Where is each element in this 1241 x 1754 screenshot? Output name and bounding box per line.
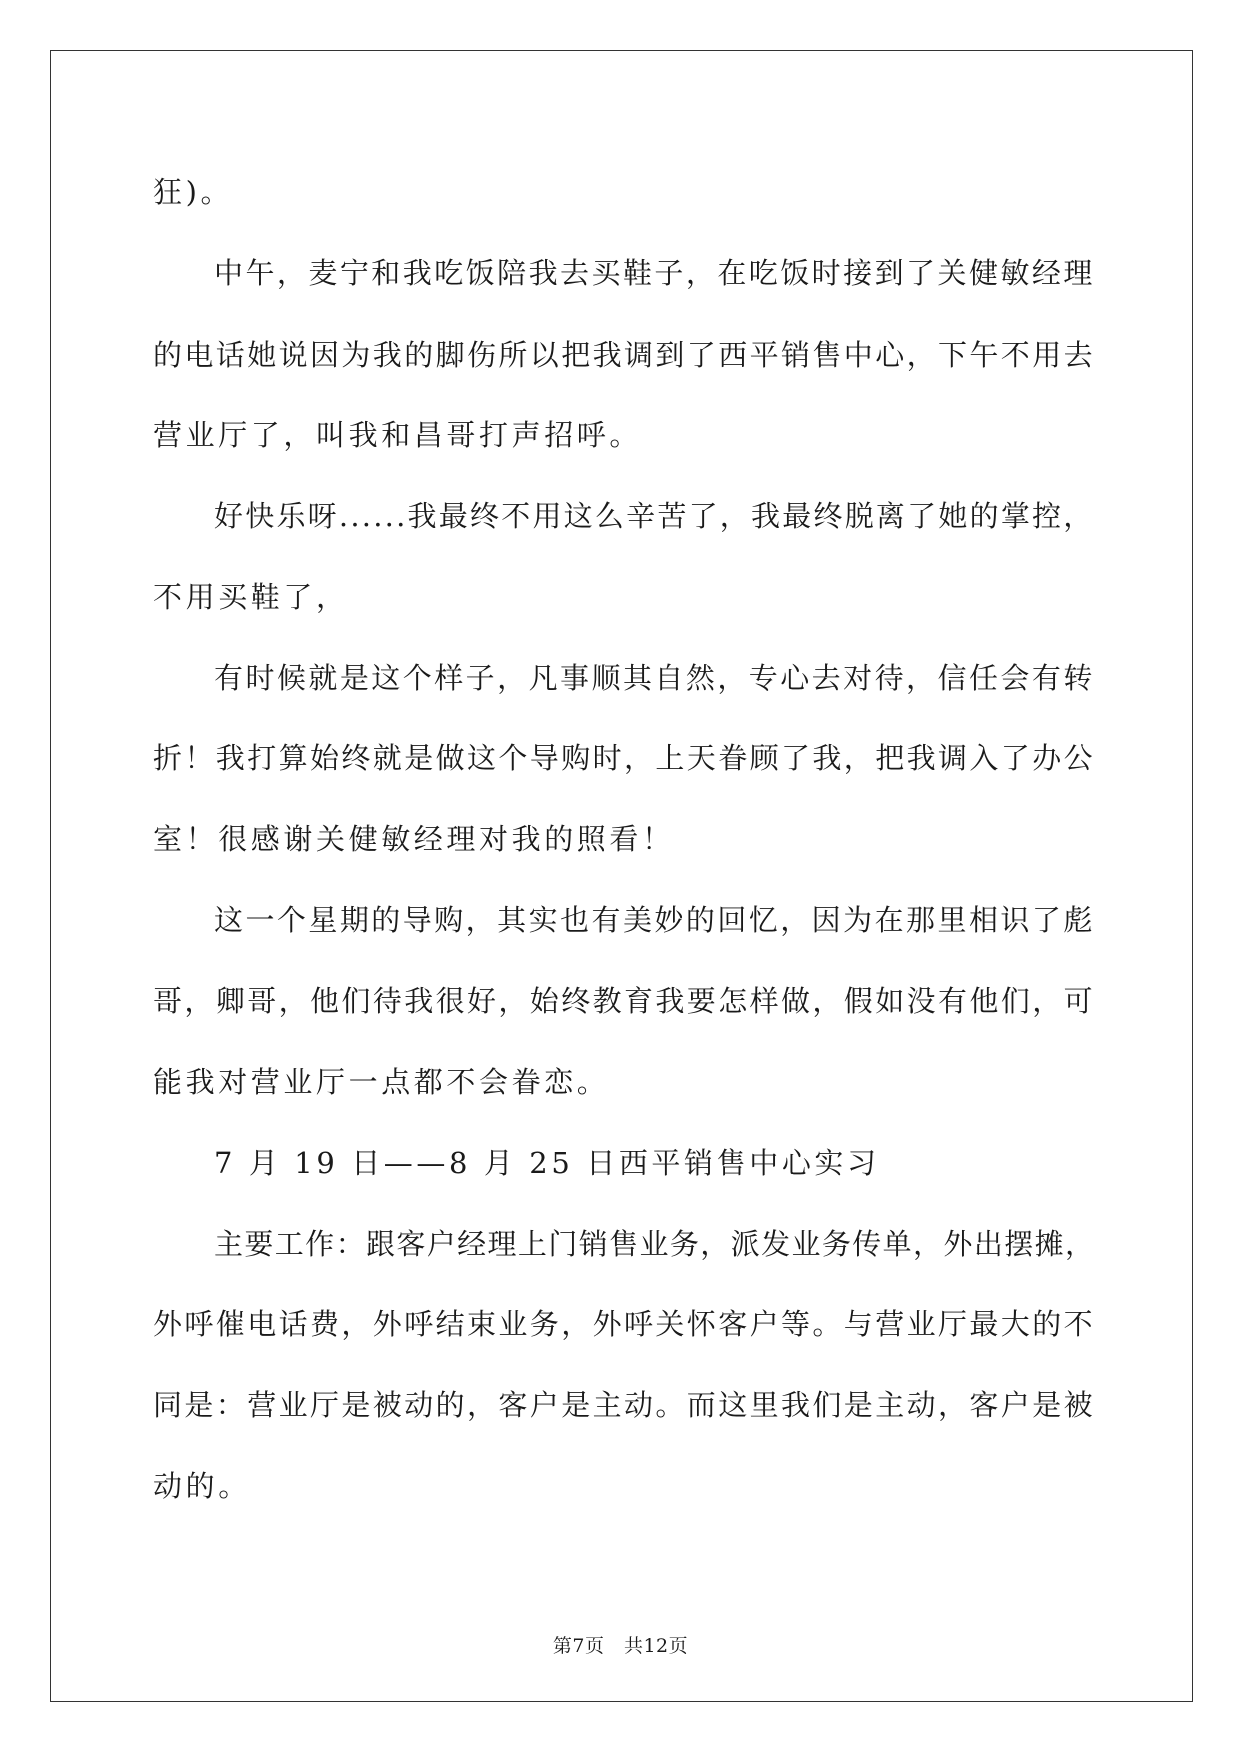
paragraph-start-line: 主要工作：跟客户经理上门销售业务，派发业务传单，外出摆摊，: [214, 1227, 1096, 1261]
section-date-heading: 7 月 19 日——8 月 25 日西平销售中心实习: [214, 1146, 880, 1180]
text-line: 狂)。: [153, 175, 234, 209]
text-line: 能我对营业厅一点都不会眷恋。: [153, 1065, 610, 1099]
text-line: 动的。: [153, 1469, 251, 1503]
page-number-footer: 第7页 共12页: [552, 1635, 689, 1657]
text-line: 室！很感谢关健敏经理对我的照看！: [153, 822, 675, 856]
paragraph-start-line: 好快乐呀......我最终不用这么辛苦了，我最终脱离了她的掌控，: [214, 499, 1095, 533]
text-line: 的电话她说因为我的脚伤所以把我调到了西平销售中心，下午不用去: [153, 338, 1096, 372]
page-border: [50, 50, 1193, 1702]
paragraph-start-line: 这一个星期的导购，其实也有美妙的回忆，因为在那里相识了彪: [214, 903, 1095, 937]
text-line: 外呼催电话费，外呼结束业务，外呼关怀客户等。与营业厅最大的不: [153, 1307, 1096, 1341]
paragraph-start-line: 有时候就是这个样子，凡事顺其自然，专心去对待，信任会有转: [214, 661, 1095, 695]
paragraph-start-line: 中午，麦宁和我吃饭陪我去买鞋子，在吃饭时接到了关健敏经理: [214, 256, 1095, 290]
text-line: 营业厅了，叫我和昌哥打声招呼。: [153, 418, 643, 452]
text-line: 折！我打算始终就是做这个导购时，上天眷顾了我，把我调入了办公: [153, 741, 1096, 775]
text-line: 同是：营业厅是被动的，客户是主动。而这里我们是主动，客户是被: [153, 1388, 1096, 1422]
text-line: 不用买鞋了，: [153, 580, 349, 614]
text-line: 哥，卿哥，他们待我很好，始终教育我要怎样做，假如没有他们，可: [153, 984, 1096, 1018]
